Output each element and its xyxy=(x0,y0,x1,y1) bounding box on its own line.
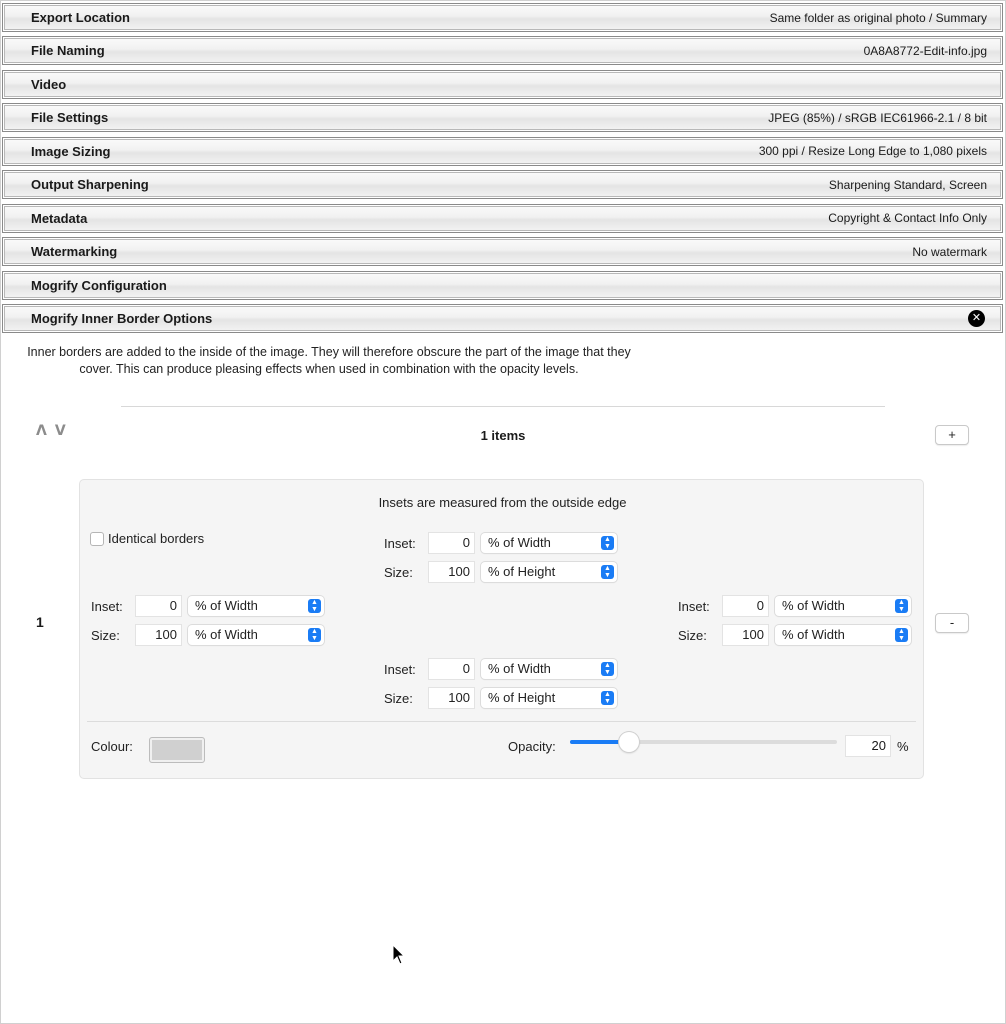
section-mogrify-inner-border-options[interactable] xyxy=(2,304,1003,333)
section-title: Watermarking xyxy=(31,244,118,260)
move-up-icon[interactable]: ᐱ xyxy=(36,422,47,438)
section-summary: Sharpening Standard, Screen xyxy=(828,177,987,192)
section-mogrify-configuration[interactable] xyxy=(2,271,1003,300)
section-title: Export Location xyxy=(31,10,130,25)
select-value: % of Height xyxy=(488,690,556,705)
inset-label: Inset: xyxy=(384,661,416,677)
percent-sign: % xyxy=(897,739,909,754)
export-sections xyxy=(2,3,1003,337)
colour-label: Colour: xyxy=(91,739,133,754)
bottom-size-row xyxy=(384,688,617,708)
size-label: Size: xyxy=(91,627,120,643)
chevron-up-down-icon: ▲ ▼ xyxy=(601,691,614,705)
identical-borders-checkbox[interactable] xyxy=(90,531,204,546)
section-watermarking[interactable] xyxy=(2,237,1003,266)
section-image-sizing[interactable] xyxy=(2,137,1003,166)
section-output-sharpening[interactable] xyxy=(2,170,1003,199)
move-down-icon[interactable]: ᐯ xyxy=(54,422,66,438)
opacity-label: Opacity: xyxy=(508,739,556,754)
inset-label: Inset: xyxy=(91,598,123,614)
select-value: % of Width xyxy=(488,535,551,550)
section-export-location[interactable] xyxy=(2,3,1003,32)
bottom-size-unit-select[interactable] xyxy=(481,688,617,708)
right-inset-input[interactable]: 0 xyxy=(723,596,768,616)
section-summary: 300 ppi / Resize Long Edge to 1,080 pixels xyxy=(758,144,987,159)
chevron-up-down-icon: ▲ ▼ xyxy=(308,628,321,642)
bottom-inset-input[interactable]: 0 xyxy=(429,659,474,679)
add-item-button[interactable]: + xyxy=(935,425,969,445)
top-inset-row xyxy=(384,533,617,553)
select-value: % of Width xyxy=(782,627,845,642)
section-video[interactable] xyxy=(2,70,1003,99)
opacity-slider[interactable] xyxy=(570,740,837,744)
size-label: Size: xyxy=(678,627,707,643)
section-metadata[interactable] xyxy=(2,204,1003,233)
top-size-row xyxy=(384,562,617,582)
divider xyxy=(121,406,885,407)
right-size-unit-select[interactable] xyxy=(775,625,911,645)
section-file-naming[interactable] xyxy=(2,36,1003,65)
section-title: Image Sizing xyxy=(31,143,111,159)
top-inset-input[interactable]: 0 xyxy=(429,533,474,553)
chevron-up-down-icon: ▲ ▼ xyxy=(895,599,908,613)
select-value: % of Width xyxy=(195,598,258,613)
top-size-input[interactable]: 100 xyxy=(429,562,474,582)
section-summary: Copyright & Contact Info Only xyxy=(828,211,987,226)
row-number: 1 xyxy=(36,614,44,630)
opacity-input[interactable]: 20 xyxy=(846,736,890,756)
chevron-up-down-icon: ▲ ▼ xyxy=(895,628,908,642)
inner-border-description: Inner borders are added to the inside of the image. They will therefore obscure the part of the image that they cover. This can produce pleasing effects when used in combination with the opacity levels. xyxy=(27,345,631,376)
section-title: File Settings xyxy=(31,110,109,126)
remove-item-button[interactable]: - xyxy=(935,613,969,633)
bottom-inset-unit-select[interactable] xyxy=(481,659,617,679)
chevron-up-down-icon: ▲ ▼ xyxy=(601,662,614,676)
card-divider xyxy=(87,721,916,722)
inset-label: Inset: xyxy=(678,598,710,614)
inset-label: Inset: xyxy=(384,535,416,551)
section-title: Output Sharpening xyxy=(31,177,149,193)
left-size-row xyxy=(91,625,324,645)
select-value: % of Width xyxy=(195,627,258,642)
checkbox-label: Identical borders xyxy=(108,531,205,546)
chevron-up-down-icon: ▲ ▼ xyxy=(601,565,614,579)
section-title: File Naming xyxy=(31,43,105,59)
select-value: % of Width xyxy=(488,661,551,676)
slider-thumb[interactable] xyxy=(619,732,639,752)
section-summary: 0A8A8772-Edit-info.jpg xyxy=(863,43,987,58)
section-title: Metadata xyxy=(31,210,88,226)
right-size-input[interactable]: 100 xyxy=(723,625,768,645)
bottom-inset-row xyxy=(384,659,617,679)
select-value: % of Width xyxy=(782,598,845,613)
section-file-settings[interactable] xyxy=(2,103,1003,132)
right-inset-row xyxy=(678,596,911,616)
section-title: Mogrify Inner Border Options xyxy=(31,310,213,326)
select-value: % of Height xyxy=(488,564,556,579)
chevron-up-down-icon: ▲ ▼ xyxy=(308,599,321,613)
section-title: Video xyxy=(31,76,67,92)
left-size-unit-select[interactable] xyxy=(188,625,324,645)
right-size-row xyxy=(678,625,911,645)
size-label: Size: xyxy=(384,690,413,706)
colour-well[interactable] xyxy=(149,737,205,763)
top-size-unit-select[interactable] xyxy=(481,562,617,582)
section-summary: Same folder as original photo / Summary xyxy=(769,10,987,25)
border-item-card xyxy=(79,479,924,779)
card-title: Insets are measured from the outside edge xyxy=(378,495,627,510)
left-inset-unit-select[interactable] xyxy=(188,596,324,616)
top-inset-unit-select[interactable] xyxy=(481,533,617,553)
mouse-cursor-icon xyxy=(392,944,406,966)
left-inset-input[interactable]: 0 xyxy=(136,596,181,616)
section-title: Mogrify Configuration xyxy=(31,277,167,293)
items-count: 1 items xyxy=(480,428,526,443)
section-summary: No watermark xyxy=(912,244,987,259)
checkbox-box[interactable] xyxy=(90,532,104,546)
size-label: Size: xyxy=(384,564,413,580)
right-inset-unit-select[interactable] xyxy=(775,596,911,616)
left-size-input[interactable]: 100 xyxy=(136,625,181,645)
bottom-size-input[interactable]: 100 xyxy=(429,688,474,708)
left-inset-row xyxy=(91,596,324,616)
chevron-up-down-icon: ▲ ▼ xyxy=(601,536,614,550)
close-icon[interactable]: ✕ xyxy=(968,310,985,327)
section-summary: JPEG (85%) / sRGB IEC61966-2.1 / 8 bit xyxy=(768,110,987,125)
